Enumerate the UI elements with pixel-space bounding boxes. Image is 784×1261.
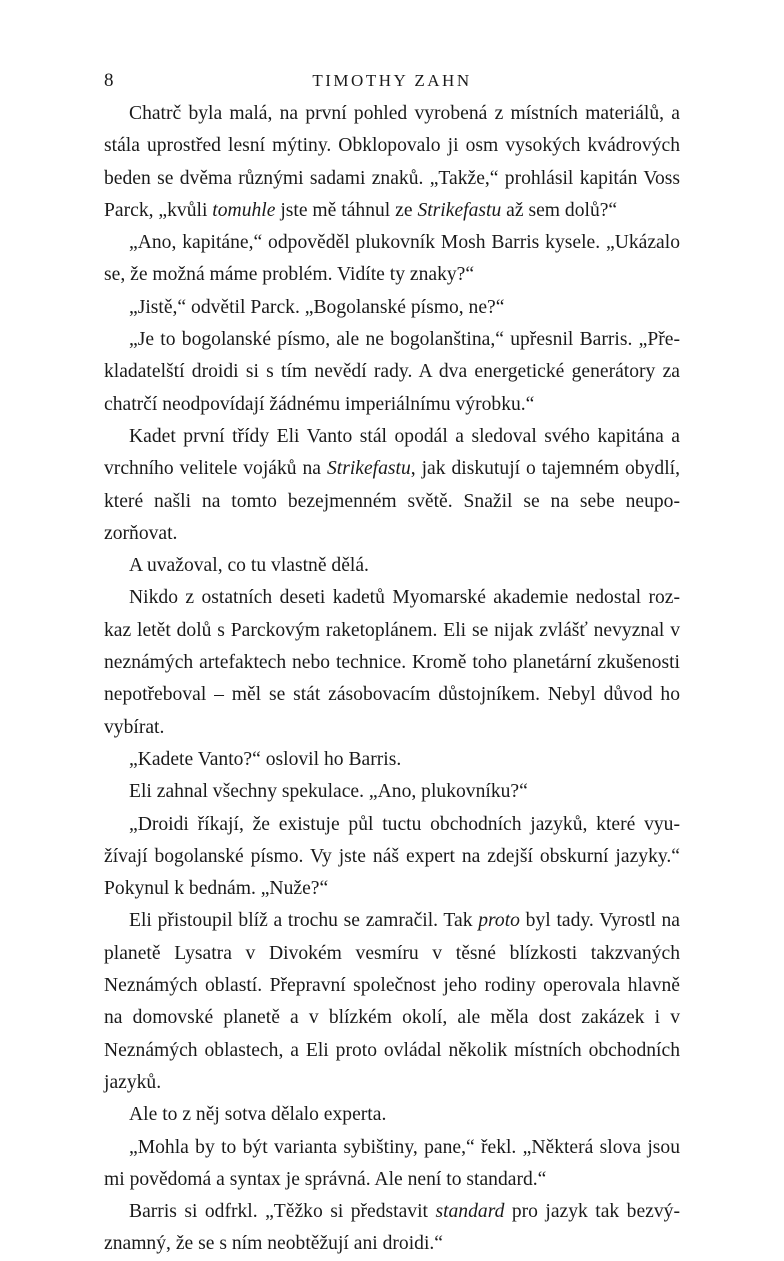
text-segment: „Je to bogolanské písmo, ale ne bogolanština,“ upřesnil Barris. „Překladatelští droidi si s tím nevědí rady. A dva energetické generátory za chatrčí neodpovídají žádnému imperiálnímu výrobku.“ — [104, 329, 680, 415]
text-segment: „Droidi říkají, že existuje půl tuctu obchodních jazyků, které využívají bogolanské písmo. Vy jste náš expert na zdejší obskurní jazyky.“ Pokynul k bednám. „Nuže?“ — [104, 813, 680, 900]
paragraph — [104, 582, 680, 743]
paragraph — [104, 324, 680, 421]
italic-text: Strikefastu — [326, 458, 411, 480]
text-segment: pro jazyk tak bezvýznamný, že se s ním neobtěžují ani droidi.“ — [104, 1201, 680, 1255]
text-segment: A uvažoval, co tu vlastně dělá. — [129, 555, 369, 577]
paragraph — [104, 292, 680, 324]
text-segment: „Jistě,“ odvětil Parck. „Bogolanské písmo, ne?“ — [129, 296, 505, 318]
paragraph — [104, 550, 680, 582]
text-segment: jste mě táhnul ze — [275, 199, 418, 221]
italic-text: Strikefastu — [417, 199, 502, 221]
text-segment: „Ano, kapitáne,“ odpověděl plukovník Mosh Barris kysele. „Ukázalo se, že možná máme problém. Vidíte ty znaky?“ — [104, 232, 680, 286]
paragraph — [104, 905, 680, 1099]
text-segment: až sem dolů?“ — [501, 199, 618, 221]
italic-text: proto — [478, 910, 520, 932]
paragraph — [104, 776, 680, 808]
paragraph — [104, 809, 680, 906]
paragraph — [104, 98, 680, 227]
running-head-author: TIMOTHY ZAHN — [312, 71, 472, 90]
text-segment: , jak diskutují o tajemném obydlí, které našli na tomto bezejmenném světě. Snažil se na sebe neupozorňovat. — [104, 458, 680, 544]
text-segment: Chatrč byla malá, na první pohled vyrobená z místních materiálů, a stála uprostřed lesní mýtiny. Obklopovalo ji osm vysokých kvádrových beden se dvěma různými sadami znaků. „Takže,“ prohlásil kapitán Voss Parck, „kvůli — [104, 103, 680, 221]
body-text — [104, 98, 680, 1261]
text-segment: Barris si odfrkl. „Těžko si představit — [129, 1201, 436, 1223]
paragraph — [104, 1132, 680, 1197]
text-segment: Eli zahnal všechny spekulace. „Ano, plukovníku?“ — [129, 781, 528, 803]
paragraph — [104, 744, 680, 776]
italic-text: standard — [435, 1201, 505, 1223]
text-segment: Kadet první třídy Eli Vanto stál opodál a sledoval svého kapitána a vrchního velitele vojáků na — [104, 425, 680, 480]
text-segment: Ale to z něj sotva dělalo experta. — [129, 1104, 387, 1126]
paragraph — [104, 421, 680, 550]
paragraph — [104, 1196, 680, 1261]
text-segment: Eli přistoupil blíž a trochu se zamračil. Tak — [129, 910, 479, 932]
text-segment: „Kadete Vanto?“ oslovil ho Barris. — [129, 748, 402, 770]
paragraph — [104, 1099, 680, 1131]
text-segment: Nikdo z ostatních deseti kadetů Myomarské akademie nedostal rozkaz letět dolů s Parckovým raketoplánem. Eli se nijak zvlášť nevyznal v neznámých artefaktech nebo technice. Kromě toho planetární zkušenosti nepotřeboval – měl se stát zásobovacím důstojníkem. Nebyl důvod ho vybírat. — [104, 587, 680, 738]
text-segment: „Mohla by to být varianta sybištiny, pane,“ řekl. „Některá slova jsou mi povědomá a syntax je správná. Ale není to standard.“ — [104, 1136, 680, 1190]
page-number: 8 — [104, 70, 114, 91]
text-segment: byl tady. Vyrostl na planetě Lysatra v Divokém vesmíru v těsné blízkosti takzvaných Neznámých oblastí. Přepravní společnost jeho rodiny operovala hlavně na domovské planetě a v blízkém okolí, ale měla dost zakázek i v Neznámých oblastech, a Eli proto ovládal několik místních obchodních jazyků. — [104, 910, 680, 1093]
page-header — [104, 66, 680, 96]
paragraph — [104, 227, 680, 292]
italic-text: tomuhle — [212, 199, 276, 221]
